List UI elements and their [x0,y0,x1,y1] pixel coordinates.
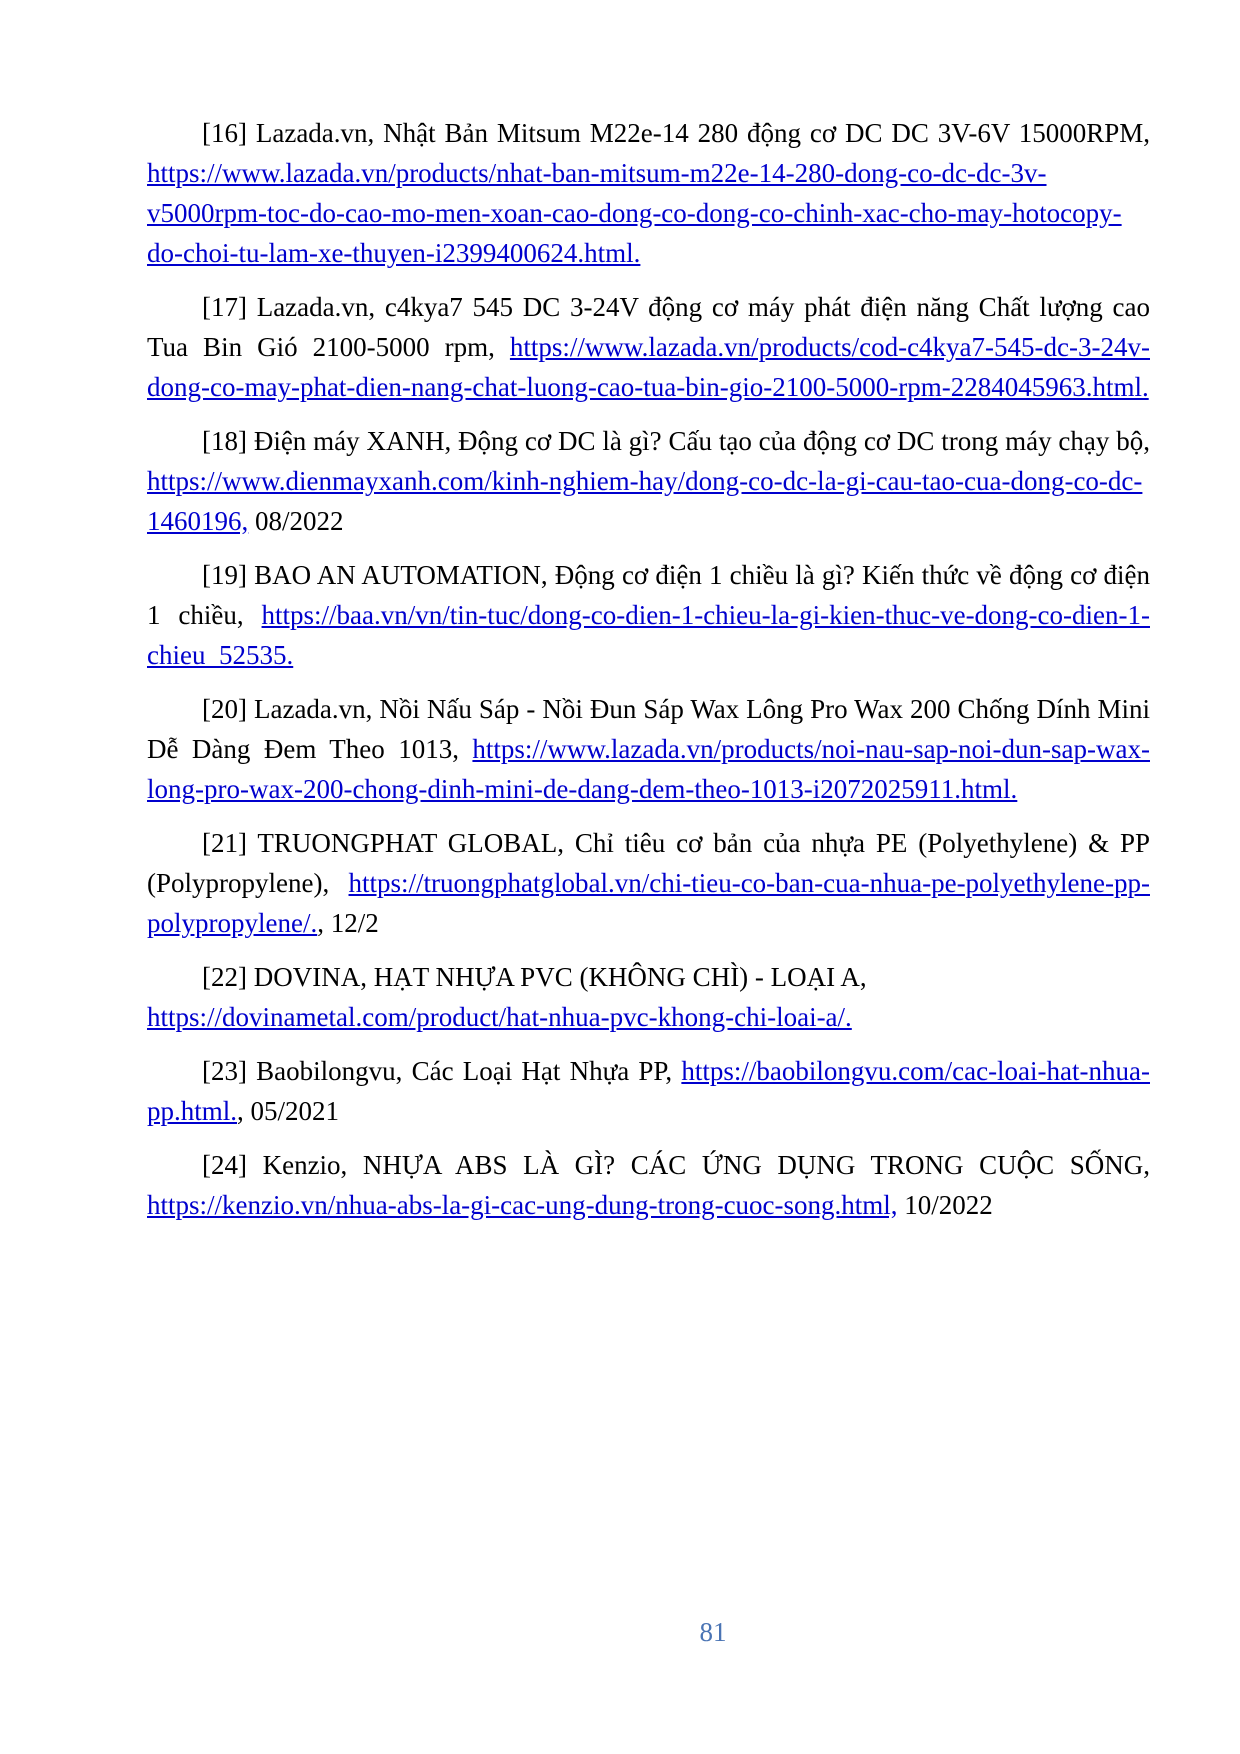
reference-link[interactable]: v5000rpm-toc-do-cao-mo-men-xoan-cao-dong-co-dong-co-chinh-xac-cho-may-hotocopy- [147,198,1122,228]
reference-text: [18] Điện máy XANH, Động cơ DC là gì? Cấu tạo của động cơ DC trong máy chạy bộ, [202,426,1150,456]
reference-line [147,193,1150,233]
reference-item [147,1145,1150,1225]
reference-line [147,997,1150,1037]
reference-item [147,1051,1150,1131]
reference-line [147,1145,1150,1185]
reference-list [147,113,1150,1239]
reference-line [147,113,1150,153]
reference-text: [23] Baobilongvu, Các Loại Hạt Nhựa PP, [202,1056,682,1086]
reference-line [147,957,1150,997]
reference-link[interactable]: 1460196, [147,506,249,536]
reference-link[interactable]: https://www.lazada.vn/products/nhat-ban-mitsum-m22e-14-280-dong-co-dc-dc-3v- [147,158,1047,188]
reference-line [147,595,1150,635]
reference-text: , 05/2021 [237,1096,340,1126]
reference-item [147,113,1150,273]
reference-line [147,421,1150,461]
reference-text: Dễ Dàng Đem Theo 1013, [147,734,473,764]
reference-line [147,1051,1150,1091]
page-number: 81 [699,1617,727,1647]
reference-line [147,729,1150,769]
reference-link[interactable]: chieu_52535. [147,640,294,670]
reference-line [147,555,1150,595]
reference-line [147,327,1150,367]
reference-link[interactable]: https://www.dienmayxanh.com/kinh-nghiem-hay/dong-co-dc-la-gi-cau-tao-cua-dong-co-dc- [147,466,1143,496]
reference-text: [16] Lazada.vn, Nhật Bản Mitsum M22e-14 280 động cơ DC DC 3V-6V 15000RPM, [202,118,1150,148]
reference-line [147,461,1150,501]
reference-link[interactable]: https://kenzio.vn/nhua-abs-la-gi-cac-ung-dung-trong-cuoc-song.html, [147,1190,898,1220]
reference-link[interactable]: https://dovinametal.com/product/hat-nhua-pvc-khong-chi-loai-a/. [147,1002,852,1032]
reference-item [147,421,1150,541]
reference-link[interactable]: https://truongphatglobal.vn/chi-tieu-co-ban-cua-nhua-pe-polyethylene-pp- [348,868,1150,898]
reference-link[interactable]: https://www.lazada.vn/products/cod-c4kya7-545-dc-3-24v- [509,332,1150,362]
reference-text: [20] Lazada.vn, Nồi Nấu Sáp - Nồi Đun Sáp Wax Lông Pro Wax 200 Chống Dính Mini [202,694,1150,724]
reference-text: 1 chiều, [147,600,262,630]
reference-link[interactable]: https://www.lazada.vn/products/noi-nau-sap-noi-dun-sap-wax- [472,734,1150,764]
reference-link[interactable]: https://baobilongvu.com/cac-loai-hat-nhua- [681,1056,1150,1086]
reference-text: [21] TRUONGPHAT GLOBAL, Chỉ tiêu cơ bản của nhựa PE (Polyethylene) & PP [202,828,1150,858]
reference-item [147,555,1150,675]
reference-line [147,823,1150,863]
reference-text: [22] DOVINA, HẠT NHỰA PVC (KHÔNG CHÌ) - LOẠI A, [202,962,867,992]
reference-text: [24] Kenzio, NHỰA ABS LÀ GÌ? CÁC ỨNG DỤNG TRONG CUỘC SỐNG, [202,1150,1150,1180]
reference-line [147,689,1150,729]
reference-text: , 12/2 [317,908,379,938]
reference-link[interactable]: https://baa.vn/vn/tin-tuc/dong-co-dien-1-chieu-la-gi-kien-thuc-ve-dong-co-dien-1- [261,600,1150,630]
reference-line [147,769,1150,809]
reference-item [147,689,1150,809]
reference-line [147,863,1150,903]
reference-link[interactable]: pp.html. [147,1096,238,1126]
reference-item [147,287,1150,407]
reference-item [147,957,1150,1037]
reference-text: [19] BAO AN AUTOMATION, Động cơ điện 1 chiều là gì? Kiến thức về động cơ điện [202,560,1150,590]
reference-link[interactable]: long-pro-wax-200-chong-dinh-mini-de-dang-dem-theo-1013-i2072025911.html. [147,774,1018,804]
reference-line [147,153,1150,193]
reference-text: (Polypropylene), [147,868,349,898]
reference-item [147,823,1150,943]
reference-line [147,367,1150,407]
reference-text: Tua Bin Gió 2100-5000 rpm, [147,332,510,362]
reference-text: [17] Lazada.vn, c4kya7 545 DC 3-24V động cơ máy phát điện năng Chất lượng cao [202,292,1150,322]
reference-line [147,287,1150,327]
reference-text: 08/2022 [248,506,344,536]
reference-link[interactable]: polypropylene/. [147,908,318,938]
reference-link[interactable]: do-choi-tu-lam-xe-thuyen-i2399400624.html. [147,238,641,268]
reference-text: 10/2022 [897,1190,993,1220]
reference-link[interactable]: dong-co-may-phat-dien-nang-chat-luong-cao-tua-bin-gio-2100-5000-rpm-2284045963.html. [147,372,1149,402]
